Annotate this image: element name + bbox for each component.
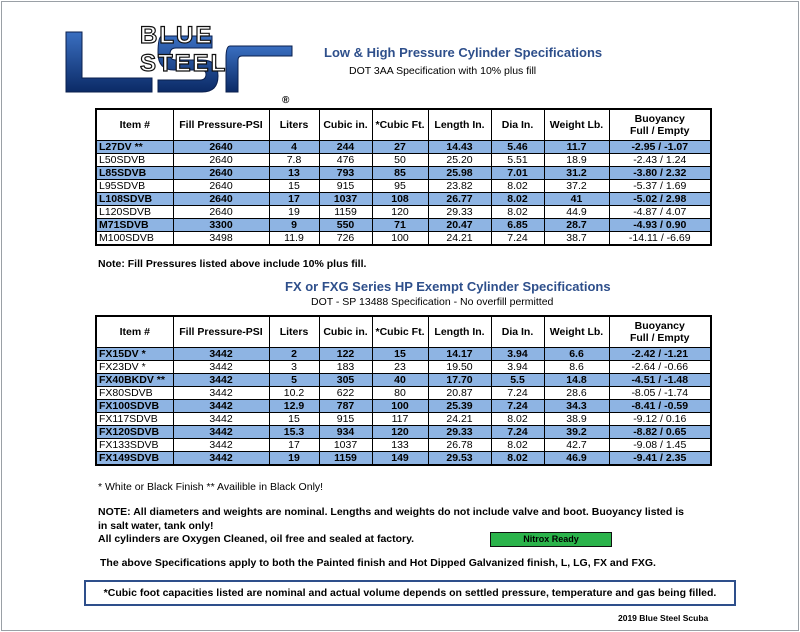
- cell-dia: 8.02: [491, 413, 544, 426]
- cell-dia: 8.02: [491, 452, 544, 466]
- cell-item: L120SDVB: [96, 206, 173, 219]
- cell-psi: 3442: [173, 400, 269, 413]
- table-row: [96, 193, 711, 206]
- column-header: Cubic in.: [319, 316, 372, 348]
- cell-length: 14.17: [428, 348, 491, 361]
- cell-weight: 39.2: [544, 426, 609, 439]
- cell-cubic-ft: 133: [372, 439, 428, 452]
- cell-weight: 14.8: [544, 374, 609, 387]
- cell-item: M71SDVB: [96, 219, 173, 232]
- cell-cubic-in: 1159: [319, 452, 372, 466]
- cell-cubic-in: 934: [319, 426, 372, 439]
- cell-weight: 38.9: [544, 413, 609, 426]
- column-header: Liters: [269, 316, 319, 348]
- cell-dia: 5.5: [491, 374, 544, 387]
- table-row: [96, 400, 711, 413]
- cell-length: 26.78: [428, 439, 491, 452]
- cell-cubic-ft: 149: [372, 452, 428, 466]
- column-header: Item #: [96, 316, 173, 348]
- cell-weight: 37.2: [544, 180, 609, 193]
- cell-length: 29.53: [428, 452, 491, 466]
- cell-length: 14.43: [428, 141, 491, 154]
- cell-cubic-in: 1037: [319, 193, 372, 206]
- cell-length: 20.87: [428, 387, 491, 400]
- cell-length: 26.77: [428, 193, 491, 206]
- cell-length: 23.82: [428, 180, 491, 193]
- cell-psi: 3442: [173, 439, 269, 452]
- column-header: Buoyancy Full / Empty: [609, 109, 711, 141]
- table-header-row: [96, 316, 711, 348]
- cell-item: FX120SDVB: [96, 426, 173, 439]
- cell-cubic-ft: 120: [372, 206, 428, 219]
- cell-psi: 3442: [173, 452, 269, 466]
- cell-buoyancy: -4.87 / 4.07: [609, 206, 711, 219]
- cell-psi: 3442: [173, 361, 269, 374]
- cell-psi: 2640: [173, 206, 269, 219]
- cell-item: FX133SDVB: [96, 439, 173, 452]
- cell-cubic-ft: 80: [372, 387, 428, 400]
- cell-item: M100SDVB: [96, 232, 173, 246]
- cell-psi: 2640: [173, 154, 269, 167]
- cell-dia: 3.94: [491, 361, 544, 374]
- cell-cubic-ft: 100: [372, 232, 428, 246]
- table-row: [96, 426, 711, 439]
- cell-length: 17.70: [428, 374, 491, 387]
- table-row: [96, 413, 711, 426]
- cell-cubic-ft: 95: [372, 180, 428, 193]
- cell-cubic-ft: 117: [372, 413, 428, 426]
- column-header: Length In.: [428, 316, 491, 348]
- cell-cubic-ft: 120: [372, 426, 428, 439]
- cell-buoyancy: -9.08 / 1.45: [609, 439, 711, 452]
- column-header: Liters: [269, 109, 319, 141]
- copyright-footer: 2019 Blue Steel Scuba: [618, 613, 709, 623]
- cubic-foot-disclaimer: *Cubic foot capacities listed are nominal and actual volume depends on settled pressure, temperature and gas being filled.: [84, 580, 736, 606]
- finish-footnote: * White or Black Finish ** Availible in Black Only!: [98, 481, 324, 493]
- cell-dia: 7.24: [491, 232, 544, 246]
- column-header: Fill Pressure-PSI: [173, 109, 269, 141]
- registered-mark: ®: [282, 95, 290, 106]
- cell-cubic-in: 305: [319, 374, 372, 387]
- cell-buoyancy: -9.41 / 2.35: [609, 452, 711, 466]
- table-row: [96, 180, 711, 193]
- cell-weight: 28.7: [544, 219, 609, 232]
- cell-psi: 3442: [173, 387, 269, 400]
- column-header: Item #: [96, 109, 173, 141]
- cell-cubic-ft: 40: [372, 374, 428, 387]
- table-row: [96, 154, 711, 167]
- cell-liters: 19: [269, 452, 319, 466]
- cell-dia: 5.46: [491, 141, 544, 154]
- table-row: [96, 452, 711, 466]
- low-high-pressure-table: [95, 108, 712, 246]
- cell-dia: 5.51: [491, 154, 544, 167]
- cell-buoyancy: -5.02 / 2.98: [609, 193, 711, 206]
- cell-item: FX40BKDV **: [96, 374, 173, 387]
- nominal-note-line2: in salt water, tank only!: [98, 520, 214, 532]
- column-header: Buoyancy Full / Empty: [609, 316, 711, 348]
- cell-liters: 11.9: [269, 232, 319, 246]
- cell-liters: 15: [269, 413, 319, 426]
- cell-liters: 13: [269, 167, 319, 180]
- cell-liters: 4: [269, 141, 319, 154]
- cell-psi: 3498: [173, 232, 269, 246]
- cell-liters: 2: [269, 348, 319, 361]
- cell-buoyancy: -14.11 / -6.69: [609, 232, 711, 246]
- cell-cubic-in: 726: [319, 232, 372, 246]
- column-header: *Cubic Ft.: [372, 109, 428, 141]
- cell-psi: 3300: [173, 219, 269, 232]
- cell-item: FX149SDVB: [96, 452, 173, 466]
- cell-weight: 41: [544, 193, 609, 206]
- fill-pressure-note: Note: Fill Pressures listed above include 10% plus fill.: [98, 258, 367, 270]
- cell-cubic-in: 622: [319, 387, 372, 400]
- cell-dia: 8.02: [491, 193, 544, 206]
- logo-brand-text: BLUE STEEL: [140, 22, 228, 77]
- cell-weight: 11.7: [544, 141, 609, 154]
- section1-title: Low & High Pressure Cylinder Specifications: [324, 45, 603, 60]
- cell-liters: 17: [269, 193, 319, 206]
- cell-psi: 3442: [173, 374, 269, 387]
- cell-liters: 15.3: [269, 426, 319, 439]
- section1-subtitle: DOT 3AA Specification with 10% plus fill: [349, 65, 537, 77]
- cell-item: FX117SDVB: [96, 413, 173, 426]
- finish-apply-note: The above Specifications apply to both the Painted finish and Hot Dipped Galvanized finish, L, LG, FX and FXG.: [100, 557, 656, 569]
- cell-buoyancy: -9.12 / 0.16: [609, 413, 711, 426]
- cell-liters: 17: [269, 439, 319, 452]
- cell-length: 24.21: [428, 232, 491, 246]
- column-header: Fill Pressure-PSI: [173, 316, 269, 348]
- cell-cubic-ft: 27: [372, 141, 428, 154]
- cell-dia: 7.24: [491, 387, 544, 400]
- cell-dia: 7.01: [491, 167, 544, 180]
- cell-weight: 46.9: [544, 452, 609, 466]
- cell-cubic-ft: 15: [372, 348, 428, 361]
- column-header: Weight Lb.: [544, 109, 609, 141]
- cell-cubic-ft: 100: [372, 400, 428, 413]
- cell-cubic-ft: 108: [372, 193, 428, 206]
- cell-cubic-ft: 50: [372, 154, 428, 167]
- cell-liters: 3: [269, 361, 319, 374]
- cell-cubic-ft: 85: [372, 167, 428, 180]
- cell-liters: 7.8: [269, 154, 319, 167]
- cell-length: 25.98: [428, 167, 491, 180]
- section2-title: FX or FXG Series HP Exempt Cylinder Specifications: [285, 279, 611, 294]
- table-row: [96, 387, 711, 400]
- cell-item: L50SDVB: [96, 154, 173, 167]
- cell-buoyancy: -3.80 / 2.32: [609, 167, 711, 180]
- section2-subtitle: DOT - SP 13488 Specification - No overfill permitted: [311, 296, 554, 308]
- cell-item: FX80SDVB: [96, 387, 173, 400]
- oxygen-clean-note: All cylinders are Oxygen Cleaned, oil free and sealed at factory.: [98, 533, 415, 545]
- cell-cubic-in: 793: [319, 167, 372, 180]
- cell-buoyancy: -8.41 / -0.59: [609, 400, 711, 413]
- cell-length: 24.21: [428, 413, 491, 426]
- cell-liters: 15: [269, 180, 319, 193]
- cell-liters: 5: [269, 374, 319, 387]
- cell-cubic-in: 550: [319, 219, 372, 232]
- cell-weight: 6.6: [544, 348, 609, 361]
- blue-steel-logo: [62, 12, 302, 106]
- cell-cubic-in: 183: [319, 361, 372, 374]
- cell-dia: 3.94: [491, 348, 544, 361]
- cell-item: L108SDVB: [96, 193, 173, 206]
- cell-length: 25.39: [428, 400, 491, 413]
- table-row: [96, 232, 711, 246]
- cell-psi: 3442: [173, 426, 269, 439]
- cell-buoyancy: -2.43 / 1.24: [609, 154, 711, 167]
- cell-buoyancy: -2.42 / -1.21: [609, 348, 711, 361]
- cell-weight: 44.9: [544, 206, 609, 219]
- cell-cubic-in: 244: [319, 141, 372, 154]
- cell-weight: 42.7: [544, 439, 609, 452]
- table-row: [96, 219, 711, 232]
- table-body: [96, 141, 711, 246]
- cell-weight: 34.3: [544, 400, 609, 413]
- cell-weight: 28.6: [544, 387, 609, 400]
- fx-series-table: [95, 315, 712, 466]
- cell-weight: 31.2: [544, 167, 609, 180]
- cell-liters: 12.9: [269, 400, 319, 413]
- cell-psi: 2640: [173, 180, 269, 193]
- cell-buoyancy: -2.95 / -1.07: [609, 141, 711, 154]
- column-header: Dia In.: [491, 109, 544, 141]
- table-row: [96, 167, 711, 180]
- cell-item: FX23DV *: [96, 361, 173, 374]
- cell-length: 25.20: [428, 154, 491, 167]
- cell-buoyancy: -4.93 / 0.90: [609, 219, 711, 232]
- nominal-note-line1: NOTE: All diameters and weights are nominal. Lengths and weights do not include valve and boot. Buoyancy listed is: [98, 506, 684, 518]
- table-row: [96, 361, 711, 374]
- cell-buoyancy: -5.37 / 1.69: [609, 180, 711, 193]
- column-header: Cubic in.: [319, 109, 372, 141]
- cell-dia: 7.24: [491, 400, 544, 413]
- column-header: Dia In.: [491, 316, 544, 348]
- cell-dia: 8.02: [491, 439, 544, 452]
- cell-item: FX15DV *: [96, 348, 173, 361]
- cell-cubic-in: 476: [319, 154, 372, 167]
- cell-psi: 2640: [173, 193, 269, 206]
- column-header: *Cubic Ft.: [372, 316, 428, 348]
- cell-buoyancy: -4.51 / -1.48: [609, 374, 711, 387]
- cell-liters: 9: [269, 219, 319, 232]
- cell-psi: 2640: [173, 141, 269, 154]
- cell-cubic-in: 122: [319, 348, 372, 361]
- cell-item: L27DV **: [96, 141, 173, 154]
- cell-cubic-in: 1159: [319, 206, 372, 219]
- cell-dia: 8.02: [491, 206, 544, 219]
- cell-weight: 8.6: [544, 361, 609, 374]
- cell-psi: 2640: [173, 167, 269, 180]
- cell-buoyancy: -8.82 / 0.65: [609, 426, 711, 439]
- cell-item: L85SDVB: [96, 167, 173, 180]
- cell-buoyancy: -8.05 / -1.74: [609, 387, 711, 400]
- table-row: [96, 374, 711, 387]
- cell-length: 29.33: [428, 426, 491, 439]
- cell-length: 29.33: [428, 206, 491, 219]
- cell-cubic-ft: 71: [372, 219, 428, 232]
- cell-cubic-in: 915: [319, 180, 372, 193]
- cell-buoyancy: -2.64 / -0.66: [609, 361, 711, 374]
- cell-length: 20.47: [428, 219, 491, 232]
- table-header-row: [96, 109, 711, 141]
- cell-length: 19.50: [428, 361, 491, 374]
- table-row: [96, 439, 711, 452]
- cell-cubic-in: 915: [319, 413, 372, 426]
- cell-item: FX100SDVB: [96, 400, 173, 413]
- cell-dia: 7.24: [491, 426, 544, 439]
- cell-cubic-in: 1037: [319, 439, 372, 452]
- cell-dia: 8.02: [491, 180, 544, 193]
- cell-weight: 18.9: [544, 154, 609, 167]
- cell-cubic-ft: 23: [372, 361, 428, 374]
- column-header: Weight Lb.: [544, 316, 609, 348]
- cell-psi: 3442: [173, 413, 269, 426]
- cell-item: L95SDVB: [96, 180, 173, 193]
- table-row: [96, 206, 711, 219]
- cell-psi: 3442: [173, 348, 269, 361]
- table-row: [96, 141, 711, 154]
- cell-cubic-in: 787: [319, 400, 372, 413]
- column-header: Length In.: [428, 109, 491, 141]
- table-body: [96, 348, 711, 466]
- nitrox-ready-badge: Nitrox Ready: [490, 532, 612, 547]
- table-row: [96, 348, 711, 361]
- cell-dia: 6.85: [491, 219, 544, 232]
- cell-liters: 10.2: [269, 387, 319, 400]
- cell-liters: 19: [269, 206, 319, 219]
- cell-weight: 38.7: [544, 232, 609, 246]
